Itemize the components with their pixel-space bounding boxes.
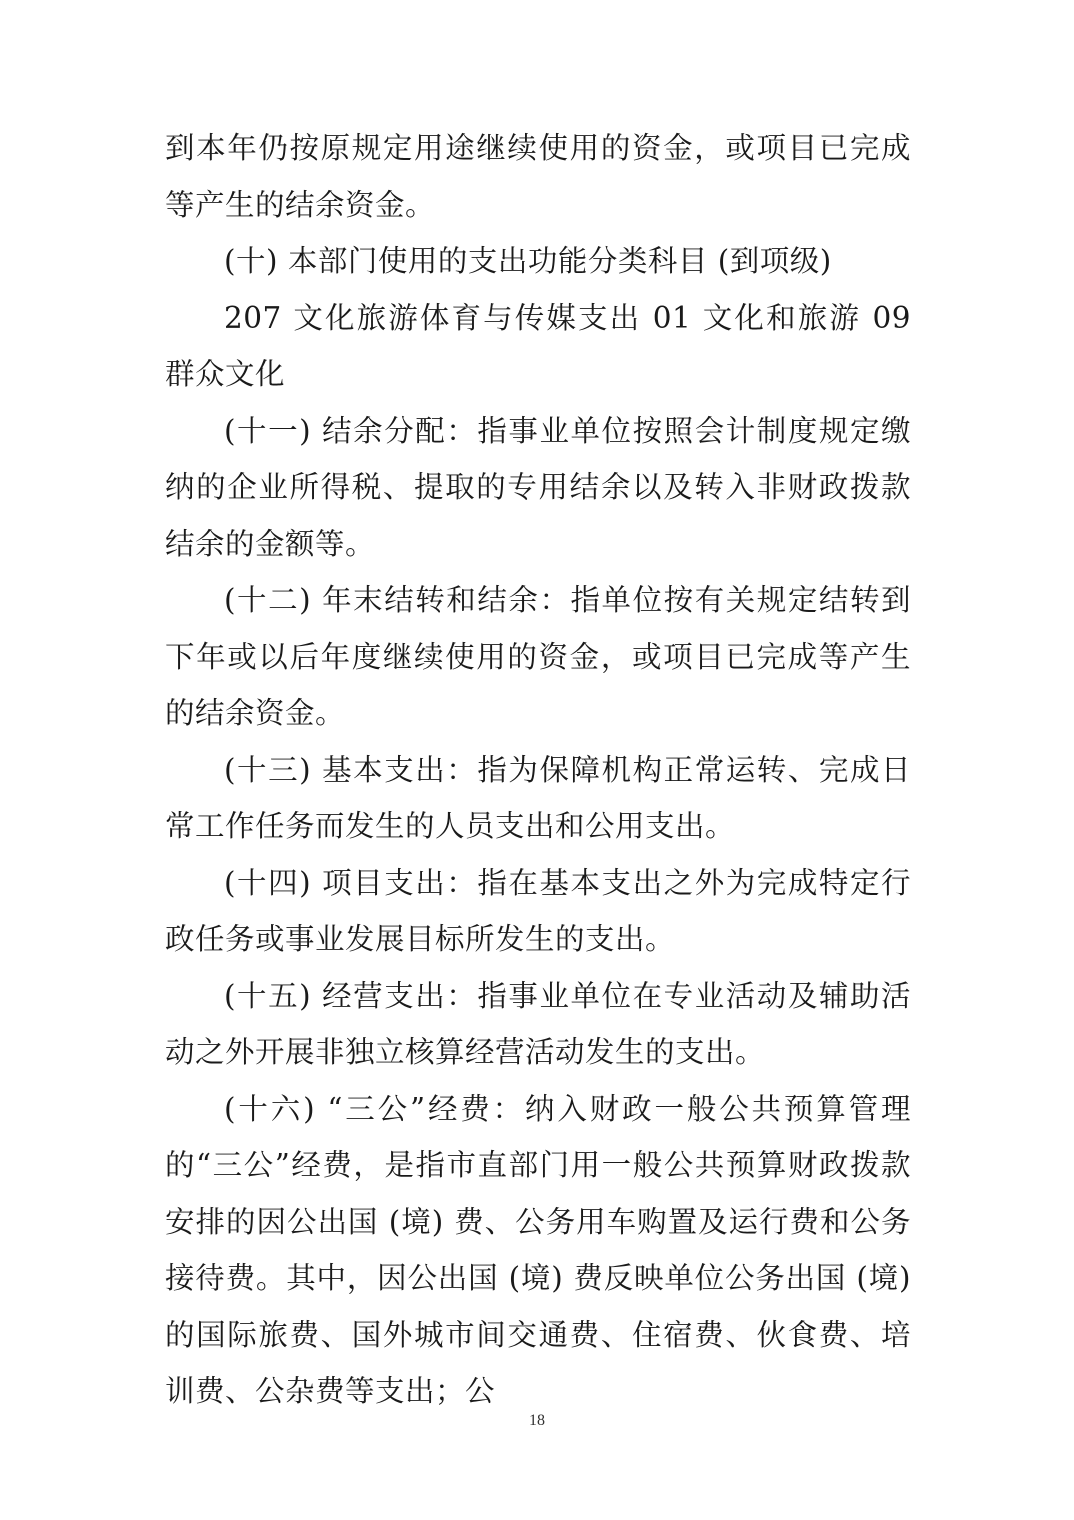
document-body [165, 120, 911, 1420]
paragraph-continuation: 到本年仍按原规定用途继续使用的资金，或项目已完成等产生的结余资金。 [165, 131, 911, 222]
paragraph-item-16: (十六) “三公”经费：纳入财政一般公共预算管理的“三公”经费，是指市直部门用一般公共预算财政拨款安排的因公出国 (境) 费、公务用车购置及运行费和公务接待费。其中，因公出国 (境) 费反映单位公务出国 (境) 的国际旅费、国外城市间交通费、住宿费、伙食费、培训费、公杂费等支出；公 [165, 1091, 911, 1408]
paragraph-item-15: (十五) 经营支出：指事业单位在专业活动及辅助活动之外开展非独立核算经营活动发生的支出。 [165, 978, 911, 1069]
paragraph-item-12: (十二) 年末结转和结余：指单位按有关规定结转到下年或以后年度继续使用的资金，或项目已完成等产生的结余资金。 [165, 583, 911, 730]
paragraph-item-10: (十) 本部门使用的支出功能分类科目 (到项级) [224, 244, 832, 278]
paragraph-item-11: (十一) 结余分配：指事业单位按照会计制度规定缴纳的企业所得税、提取的专用结余以及转入非财政拨款结余的金额等。 [165, 413, 911, 561]
paragraph-item-13: (十三) 基本支出：指为保障机构正常运转、完成日常工作任务而发生的人员支出和公用支出。 [165, 752, 911, 843]
paragraph-item-10-detail: 207 文化旅游体育与传媒支出 01 文化和旅游 09 群众文化 [165, 300, 911, 391]
page-number: 18 [529, 1412, 545, 1429]
paragraph-item-14: (十四) 项目支出：指在基本支出之外为完成特定行政任务或事业发展目标所发生的支出。 [165, 865, 911, 956]
